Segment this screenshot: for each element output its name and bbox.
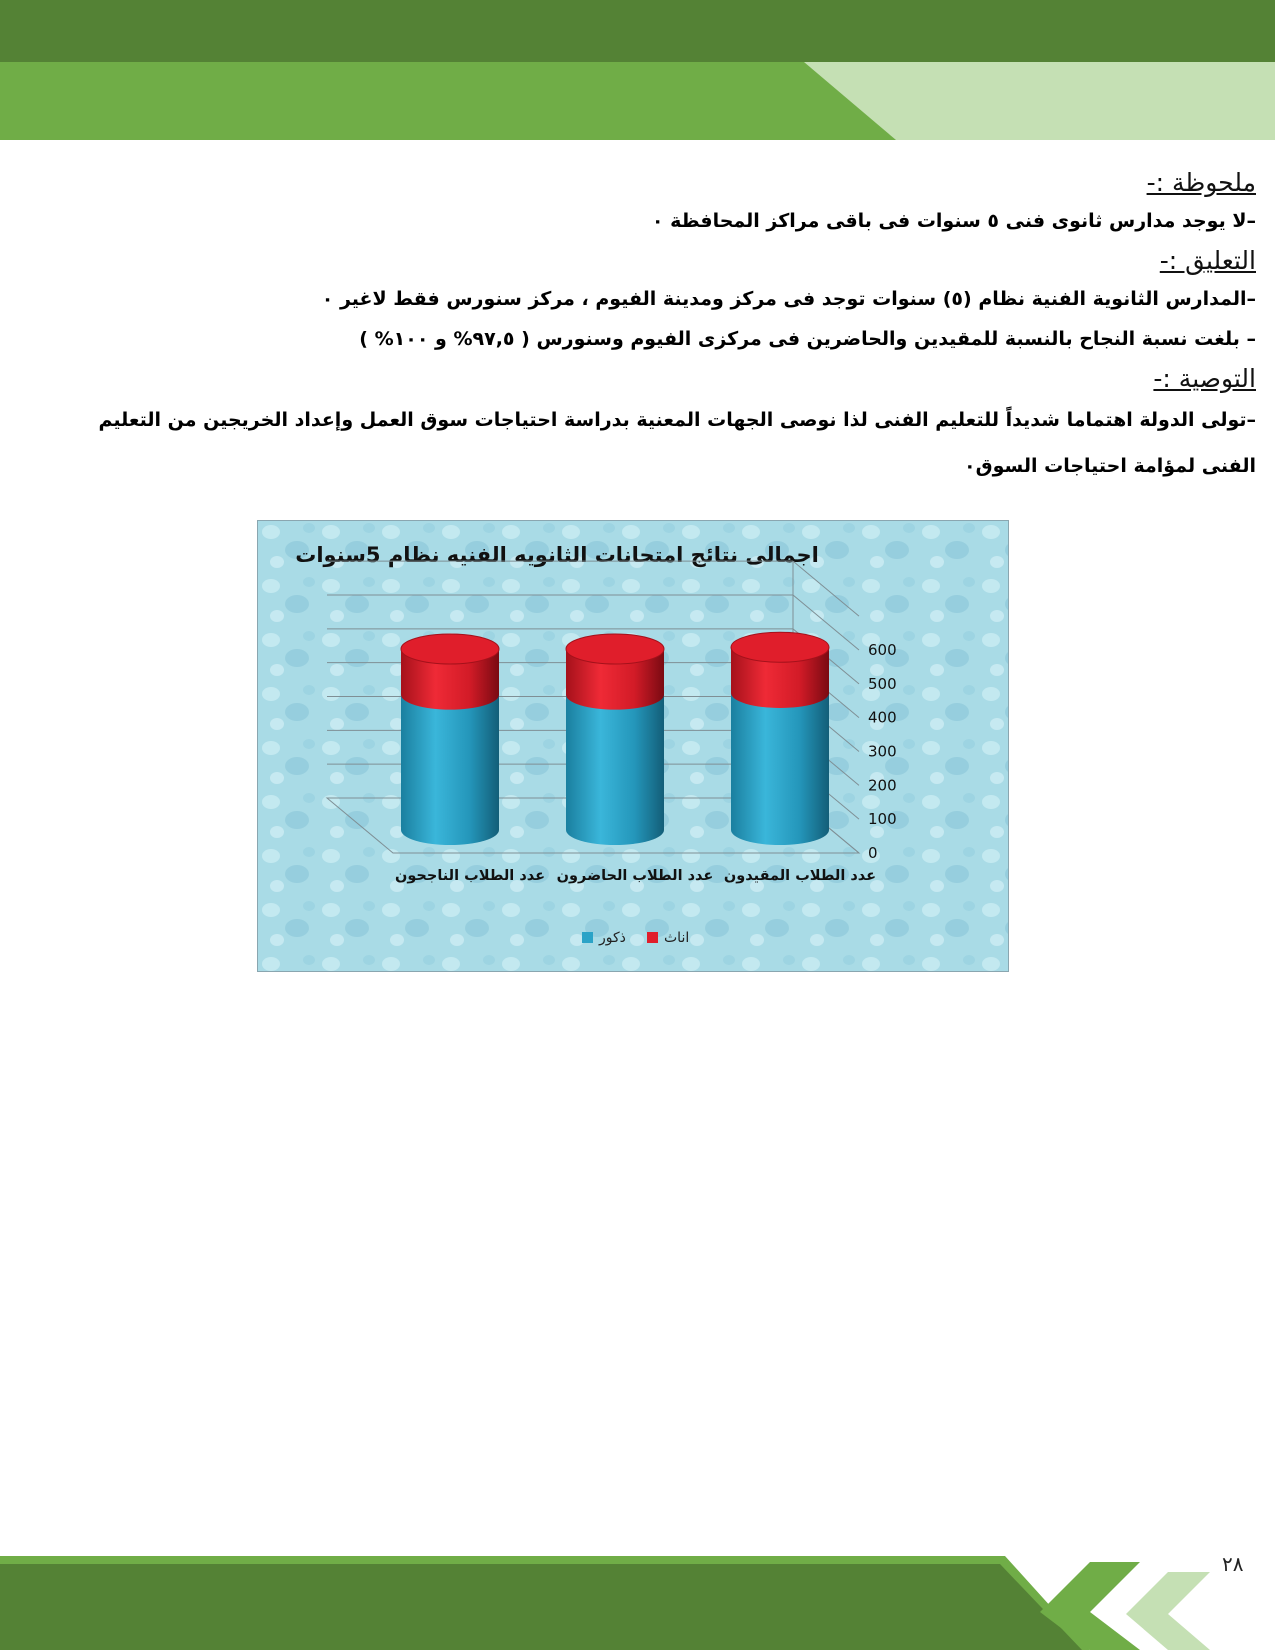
legend-swatch-female xyxy=(647,932,658,943)
chart-title: اجمالى نتائج امتحانات الثانويه الفنيه نظام 5سنوات xyxy=(295,543,819,567)
y-tick-label: 400 xyxy=(868,708,897,727)
comment-line-1: –المدارس الثانوية الفنية نظام (٥) سنوات توجد فى مركز ومدينة الفيوم ، مركز سنورس فقط لاغير ٠ xyxy=(321,288,1256,310)
footer-banner xyxy=(0,1550,1275,1650)
y-tick-label: 100 xyxy=(868,810,897,829)
y-tick-label: 500 xyxy=(868,674,897,693)
results-chart xyxy=(257,520,1009,972)
bar-group xyxy=(731,632,829,845)
text-content xyxy=(60,165,1256,489)
bar-cap xyxy=(731,632,829,662)
recommendation-line: –تولى الدولة اهتماما شديداً للتعليم الفنى لذا نوصى الجهات المعنية بدراسة احتياجات سوق العمل وإعداد الخريجين من التعليم الفنى لمؤامة احتياجات السوق٠ xyxy=(98,409,1256,477)
legend-swatch-male xyxy=(582,932,593,943)
comment-heading: التعليق :- xyxy=(1159,246,1256,275)
bar-group xyxy=(401,634,499,845)
bar-cap xyxy=(566,634,664,664)
bar-group xyxy=(566,634,664,845)
notes-heading: ملحوظة :- xyxy=(1146,168,1256,197)
legend-label-male: ذكور xyxy=(599,930,626,946)
y-tick-label: 0 xyxy=(868,844,878,862)
bar-segment xyxy=(401,695,499,845)
header-banner xyxy=(0,0,1275,140)
bar-segment xyxy=(566,695,664,845)
chart-x-axis xyxy=(395,868,876,884)
chart-bars xyxy=(401,632,829,845)
bar-cap xyxy=(401,634,499,664)
x-tick-label: عدد الطلاب الناجحون xyxy=(394,868,546,884)
comment-line-2: – بلغت نسبة النجاح بالنسبة للمقيدين والحاضرين فى مركزى الفيوم وسنورس ( ٩٧,٥% و ١٠٠% ) xyxy=(359,328,1256,350)
page-number: ٢٨ xyxy=(1222,1552,1244,1576)
x-tick-label: عدد الطلاب الحاضرون xyxy=(556,868,714,884)
legend-label-female: اناث xyxy=(664,930,690,946)
chevron-icon-inner xyxy=(1126,1572,1210,1650)
recommendation-heading: التوصية :- xyxy=(1153,364,1256,393)
bar-segment xyxy=(731,693,829,845)
y-tick-label: 200 xyxy=(868,776,897,795)
y-tick-label: 600 xyxy=(868,641,897,659)
x-tick-label: عدد الطلاب المقيدون xyxy=(723,868,877,884)
notes-line: –لا يوجد مدارس ثانوى فنى ٥ سنوات فى باقى مراكز المحافظة ٠ xyxy=(651,210,1256,232)
y-tick-label: 300 xyxy=(868,742,897,761)
